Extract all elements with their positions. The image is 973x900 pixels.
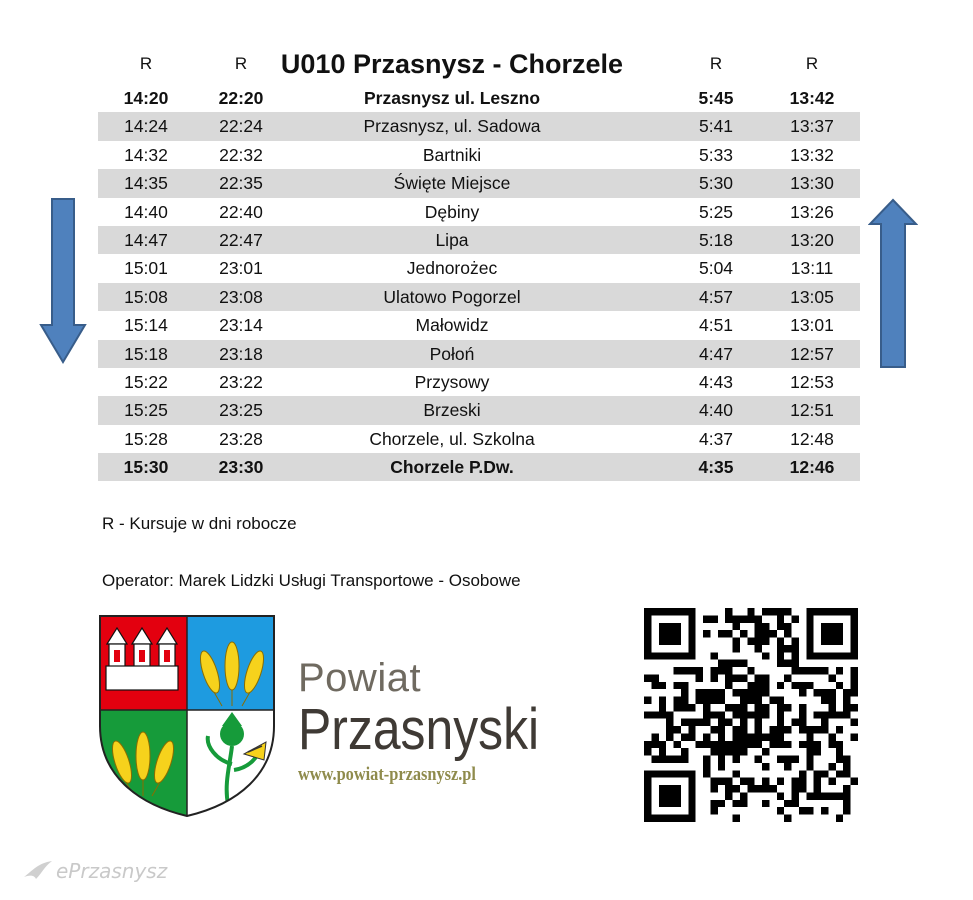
brand-powiat: Powiat: [298, 656, 422, 700]
departure-time: 14:47: [124, 229, 168, 250]
stop-name: Małowidz: [415, 315, 489, 336]
departure-time: 14:40: [124, 201, 168, 222]
legend-note: R - Kursuje w dni robocze: [102, 514, 297, 533]
departure-time: 12:46: [789, 457, 835, 478]
column-label: R: [805, 54, 819, 73]
departure-time: 14:24: [124, 116, 168, 137]
departure-time: 15:22: [124, 371, 168, 392]
departure-time: 13:11: [790, 258, 834, 279]
departure-time: 22:20: [218, 88, 264, 108]
brand-url: www.powiat-przasnysz.pl: [298, 764, 476, 785]
departure-time: 15:14: [124, 315, 168, 336]
stop-name: Brzeski: [423, 400, 481, 421]
departure-time: 13:42: [789, 88, 835, 108]
departure-time: 23:25: [219, 400, 263, 421]
stop-name: Lipa: [435, 229, 469, 250]
departure-time: 22:24: [219, 116, 263, 137]
departure-time: 23:18: [219, 343, 263, 364]
departure-time: 13:20: [790, 229, 834, 250]
coat-of-arms-icon: [98, 614, 276, 818]
stop-name: Chorzele P.Dw.: [390, 457, 514, 478]
stop-name: Przasnysz, ul. Sadowa: [363, 116, 541, 137]
departure-time: 12:48: [790, 428, 834, 449]
column-label: R: [709, 54, 723, 73]
table-row: [98, 198, 860, 226]
bird-icon: [22, 857, 54, 883]
table-row: [98, 84, 860, 112]
departure-time: 5:45: [698, 88, 734, 108]
departure-time: 22:35: [219, 173, 263, 194]
table-row: [98, 368, 860, 396]
watermark: [22, 857, 168, 885]
departure-time: 15:08: [124, 286, 168, 307]
departure-time: 22:40: [219, 201, 263, 222]
departure-time: 15:28: [124, 428, 168, 449]
stop-name: Przysowy: [414, 371, 490, 392]
operator-note: Operator: Marek Lidzki Usługi Transportowe - Osobowe: [102, 571, 521, 590]
departure-time: 23:14: [219, 315, 263, 336]
departure-time: 13:30: [790, 173, 834, 194]
departure-time: 14:32: [124, 144, 168, 165]
departure-time: 5:33: [698, 144, 734, 165]
stop-name: Połoń: [429, 343, 475, 364]
departure-time: 15:01: [124, 258, 168, 279]
timetable-header: [98, 48, 860, 80]
departure-time: 13:32: [790, 144, 834, 165]
departure-time: 12:51: [790, 400, 834, 421]
stop-name: Bartniki: [422, 144, 482, 165]
arrow-down-icon: [39, 197, 87, 365]
departure-time: 5:41: [698, 116, 734, 137]
column-label: R: [139, 54, 153, 73]
table-row: [98, 340, 860, 368]
departure-time: 15:30: [123, 457, 169, 478]
departure-time: 23:01: [219, 258, 263, 279]
column-label: R: [234, 54, 248, 73]
stop-name: Święte Miejsce: [393, 173, 511, 194]
stop-name: Jednorożec: [406, 258, 498, 279]
stop-name: Chorzele, ul. Szkolna: [369, 428, 535, 449]
departure-time: 14:20: [123, 88, 169, 108]
table-row: [98, 425, 860, 453]
departure-time: 4:47: [698, 343, 734, 364]
arrow-up-icon: [868, 198, 918, 370]
table-row: [98, 112, 860, 140]
table-row: [98, 453, 860, 481]
table-row: [98, 169, 860, 197]
table-row: [98, 311, 860, 339]
departure-time: 23:30: [218, 457, 264, 478]
departure-time: 4:43: [698, 371, 734, 392]
departure-time: 12:57: [790, 343, 834, 364]
departure-time: 5:30: [698, 173, 734, 194]
departure-time: 13:05: [790, 286, 834, 307]
departure-time: 4:40: [698, 400, 734, 421]
departure-time: 13:01: [790, 315, 834, 336]
qr-code-icon: [644, 608, 858, 822]
departure-time: 15:25: [124, 400, 168, 421]
stop-name: Ulatowo Pogorzel: [383, 286, 521, 307]
departure-time: 22:47: [219, 229, 263, 250]
departure-time: 4:51: [698, 315, 734, 336]
departure-time: 4:35: [698, 457, 734, 478]
departure-time: 23:08: [219, 286, 263, 307]
stop-name: Dębiny: [424, 201, 480, 222]
departure-time: 4:57: [698, 286, 734, 307]
departure-time: 13:26: [790, 201, 834, 222]
departure-time: 14:35: [124, 173, 168, 194]
route-title: U010 Przasnysz - Chorzele: [280, 49, 624, 79]
table-row: [98, 283, 860, 311]
stop-name: Przasnysz ul. Leszno: [363, 88, 541, 108]
table-row: [98, 141, 860, 169]
timetable: [98, 84, 860, 481]
departure-time: 23:28: [219, 428, 263, 449]
brand-name: Przasnyski: [298, 697, 540, 762]
departure-time: 15:18: [124, 343, 168, 364]
table-row: [98, 226, 860, 254]
departure-time: 5:18: [698, 229, 734, 250]
watermark-text: ePrzasnysz: [56, 859, 168, 883]
departure-time: 5:04: [698, 258, 734, 279]
table-row: [98, 254, 860, 282]
departure-time: 23:22: [219, 371, 263, 392]
departure-time: 13:37: [790, 116, 834, 137]
departure-time: 5:25: [698, 201, 734, 222]
table-row: [98, 396, 860, 424]
departure-time: 4:37: [698, 428, 734, 449]
departure-time: 12:53: [790, 371, 834, 392]
departure-time: 22:32: [219, 144, 263, 165]
